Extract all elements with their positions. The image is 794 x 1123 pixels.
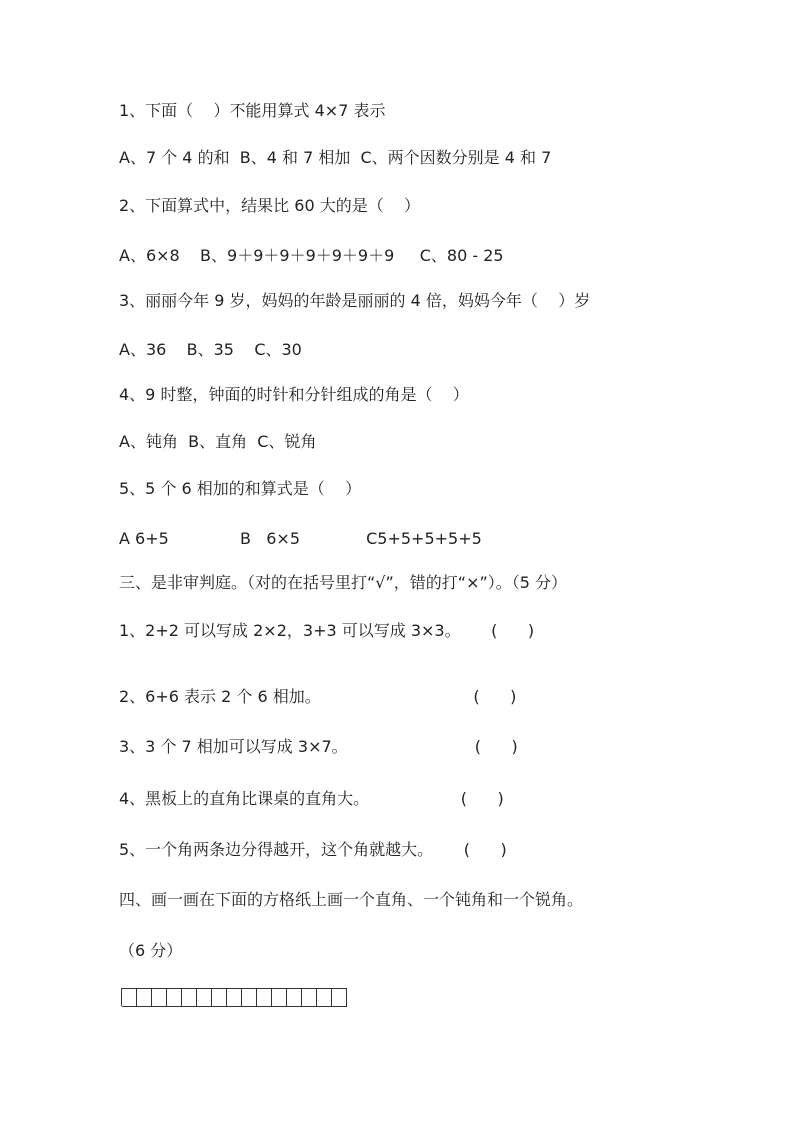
section3-item: 2、6+6 表示 2 个 6 相加。 ( ) (119, 687, 517, 706)
section4-title: 四、画一画在下面的方格纸上画一个直角、一个钝角和一个锐角。 (119, 890, 584, 909)
grid-cell (257, 988, 272, 1007)
grid-cell (242, 988, 257, 1007)
section3-item: 3、3 个 7 相加可以写成 3×7。 ( ) (119, 737, 518, 756)
grid-cell (287, 988, 302, 1007)
grid-cell (197, 988, 212, 1007)
grid-cell (302, 988, 317, 1007)
section3-item: 4、黑板上的直角比课桌的直角大。 ( ) (119, 789, 504, 808)
section3-item: 5、一个角两条边分得越开，这个角就越大。 ( ) (119, 840, 507, 859)
grid-cell (167, 988, 182, 1007)
q2-options: A、6×8 B、9＋9＋9＋9＋9＋9＋9 C、80 - 25 (119, 246, 504, 265)
q1-stem: 1、下面（ ）不能用算式 4×7 表示 (119, 101, 386, 120)
q2-stem: 2、下面算式中，结果比 60 大的是（ ） (119, 196, 421, 215)
q5-stem: 5、5 个 6 相加的和算式是（ ） (119, 479, 362, 498)
q3-options: A、36 B、35 C、30 (119, 340, 302, 359)
section4-score: （6 分） (119, 941, 183, 960)
q5-options: A 6+5 B 6×5 C5+5+5+5+5 (119, 529, 482, 548)
grid-cell (122, 988, 137, 1007)
q4-options: A、钝角 B、直角 C、锐角 (119, 432, 317, 451)
section3-item: 1、2+2 可以写成 2×2，3+3 可以写成 3×3。 ( ) (119, 621, 535, 640)
grid-cell (182, 988, 197, 1007)
q3-stem: 3、丽丽今年 9 岁，妈妈的年龄是丽丽的 4 倍，妈妈今年（ ）岁 (119, 291, 591, 310)
grid-paper (121, 988, 347, 1006)
section3-title: 三、是非审判庭。（对的在括号里打“√”，错的打“×”）。（5 分） (119, 573, 568, 592)
grid-cell (272, 988, 287, 1007)
q1-options: A、7 个 4 的和 B、4 和 7 相加 C、两个因数分别是 4 和 7 (119, 148, 552, 167)
q4-stem: 4、9 时整，钟面的时针和分针组成的角是（ ） (119, 385, 469, 404)
grid-cell (332, 988, 347, 1007)
grid-cell (212, 988, 227, 1007)
grid-cell (227, 988, 242, 1007)
grid-cell (137, 988, 152, 1007)
grid-cell (152, 988, 167, 1007)
grid-cell (317, 988, 332, 1007)
